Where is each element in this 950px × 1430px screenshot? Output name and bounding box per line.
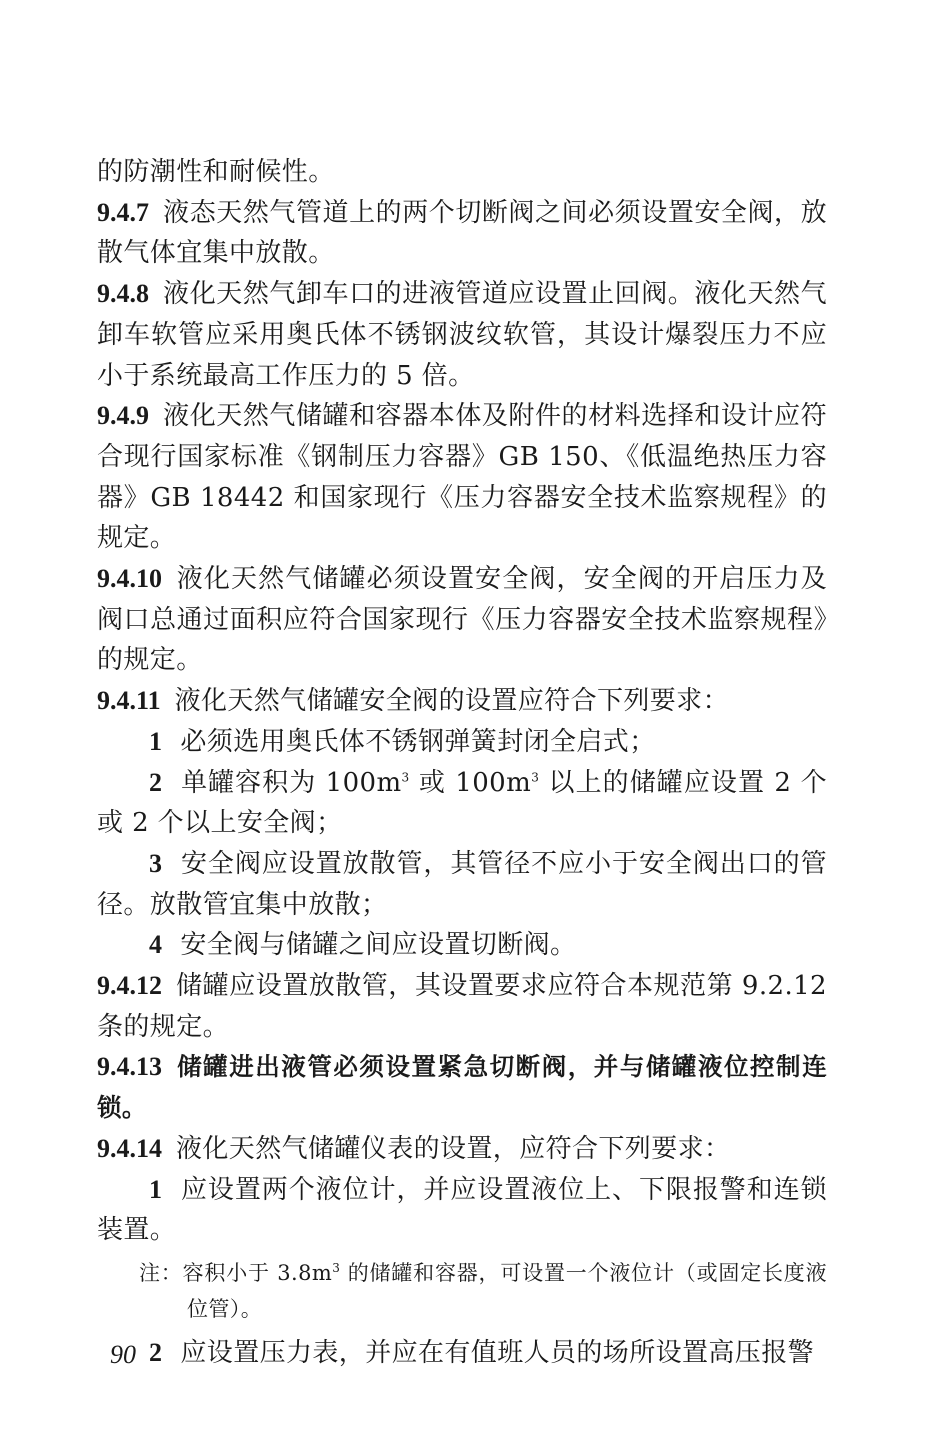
clause-text-mandatory: 储罐进出液管必须设置紧急切断阀，并与储罐液位控制连锁。 <box>97 1052 827 1123</box>
list-item <box>97 763 827 844</box>
page-number: 90 <box>110 1340 136 1369</box>
clause-text: 液化天然气储罐必须设置安全阀，安全阀的开启压力及阀口总通过面积应符合国家现行《压力容器安全技术监察规程》的规定。 <box>97 564 827 676</box>
item-text: 必须选用奥氏体不锈钢弹簧封闭全启式； <box>180 726 656 757</box>
clause-number: 9.4.8 <box>97 279 149 309</box>
superscript: 3 <box>531 769 540 784</box>
item-text: 应设置两个液位计，并应设置液位上、下限报警和连锁装置。 <box>97 1174 827 1246</box>
item-text: 应设置压力表，并应在有值班人员的场所设置高压报警 <box>180 1337 815 1368</box>
clause-text: 液态天然气管道上的两个切断阀之间必须设置安全阀，放散气体宜集中放散。 <box>97 197 827 269</box>
clause-number: 9.4.9 <box>97 401 149 431</box>
item-text: 安全阀与储罐之间应设置切断阀。 <box>180 930 577 961</box>
clause-number: 9.4.12 <box>97 971 162 1001</box>
clause-9-4-11 <box>97 681 827 722</box>
continuation-text: 的防潮性和耐候性。 <box>97 157 335 187</box>
clause-number: 9.4.7 <box>97 197 149 227</box>
clause-number: 9.4.10 <box>97 564 162 594</box>
item-number: 2 <box>149 1337 163 1367</box>
clause-number: 9.4.13 <box>97 1052 162 1082</box>
clause-9-4-9 <box>97 396 827 559</box>
superscript: 3 <box>332 1260 341 1275</box>
clause-9-4-13 <box>97 1047 827 1128</box>
clause-text: 储罐应设置放散管，其设置要求应符合本规范第 9.2.12 条的规定。 <box>97 971 827 1042</box>
item-text: 或 100m <box>409 767 532 798</box>
item-number: 1 <box>149 1174 163 1204</box>
note-text: 注：容积小于 3.8m <box>139 1260 333 1285</box>
clause-9-4-12 <box>97 966 827 1047</box>
note-text: 的储罐和容器，可设置一个液位计（或固定长度液位管）。 <box>187 1260 828 1321</box>
item-text: 以上的储罐应设置 2 个或 2 个以上安全阀； <box>97 767 827 839</box>
clause-9-4-7 <box>97 193 827 274</box>
item-number: 2 <box>149 767 163 797</box>
clause-text: 液化天然气储罐仪表的设置，应符合下列要求： <box>176 1133 731 1164</box>
item-number: 1 <box>149 726 163 756</box>
page-body <box>97 152 827 1374</box>
list-item <box>97 844 827 925</box>
clause-text: 液化天然气储罐安全阀的设置应符合下列要求： <box>174 686 729 717</box>
clause-9-4-8 <box>97 274 827 396</box>
list-item <box>97 1333 827 1374</box>
clause-number: 9.4.11 <box>97 686 161 716</box>
clause-9-4-10 <box>97 559 827 681</box>
item-text: 安全阀应设置放散管，其管径不应小于安全阀出口的管径。放散管宜集中放散； <box>97 848 827 920</box>
list-item <box>97 722 827 763</box>
clause-text: 液化天然气储罐和容器本体及附件的材料选择和设计应符合现行国家标准《钢制压力容器》GB 150、《低温绝热压力容器》GB 18442 和国家现行《压力容器安全技术监察规程》的规定。 <box>97 401 827 554</box>
clause-9-4-14 <box>97 1129 827 1170</box>
item-number: 3 <box>149 848 163 878</box>
clause-number: 9.4.14 <box>97 1133 162 1163</box>
clause-text: 液化天然气卸车口的进液管道应设置止回阀。液化天然气卸车软管应采用奥氏体不锈钢波纹软管，其设计爆裂压力不应小于系统最高工作压力的 5 倍。 <box>97 279 827 391</box>
item-text: 单罐容积为 100m <box>180 767 402 798</box>
list-item <box>97 925 827 966</box>
note <box>97 1255 827 1327</box>
list-item <box>97 1170 827 1251</box>
superscript: 3 <box>401 769 410 784</box>
item-number: 4 <box>149 930 163 960</box>
